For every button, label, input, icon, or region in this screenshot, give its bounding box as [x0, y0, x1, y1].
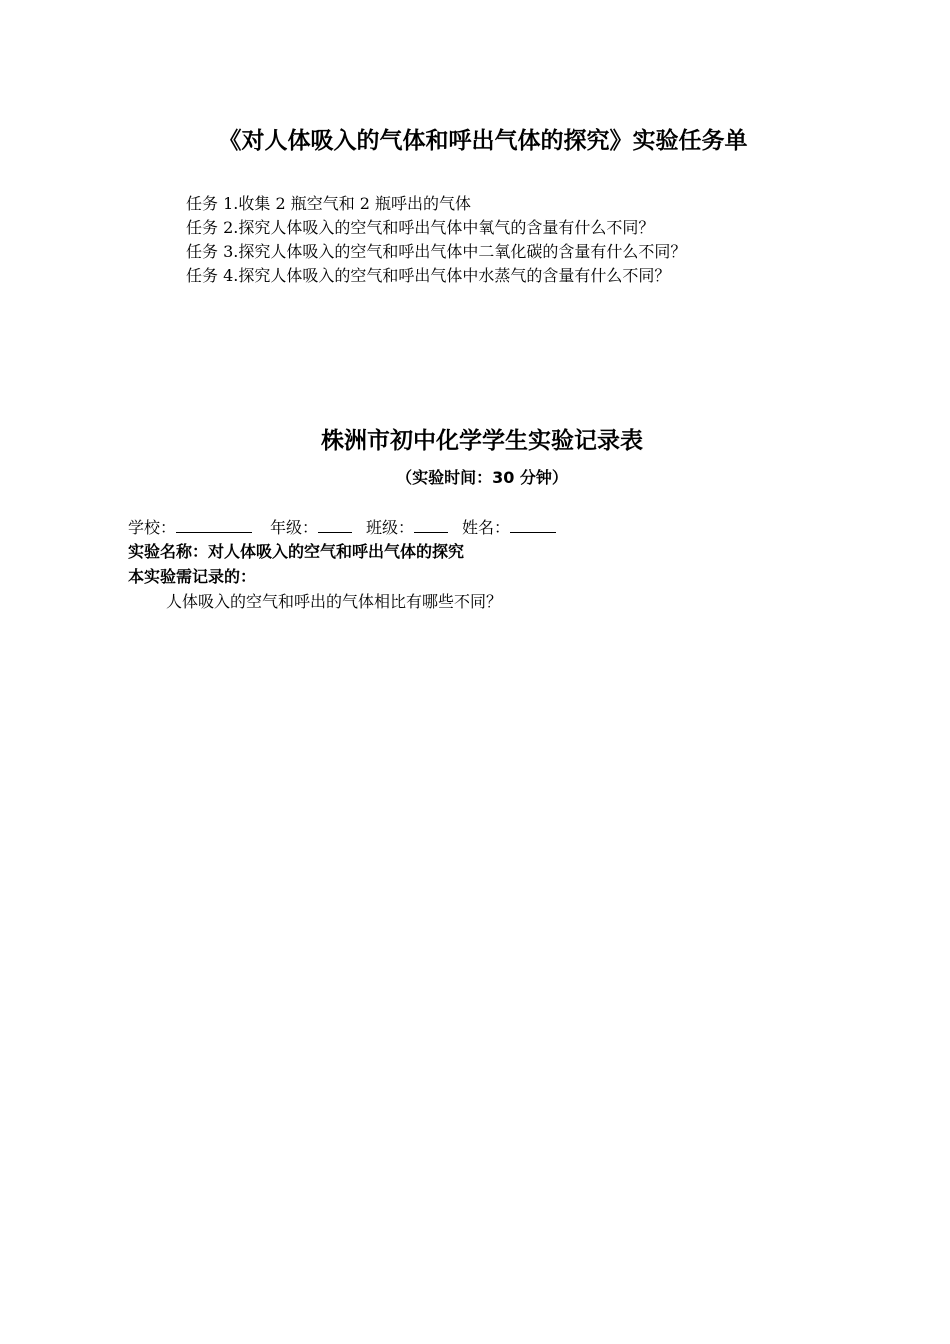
record-label: 本实验需记录的： — [128, 567, 257, 586]
task-item: 任务 2.探究人体吸入的空气和呼出气体中氧气的含量有什么不同？ — [186, 218, 655, 237]
task-sheet-title: 《对人体吸入的气体和呼出气体的探究》实验任务单 — [218, 128, 748, 154]
class-label: 班级： — [366, 518, 415, 537]
school-blank[interactable] — [176, 516, 252, 533]
student-info-row — [128, 516, 556, 540]
school-label: 学校： — [128, 518, 177, 537]
task-item: 任务 4.探究人体吸入的空气和呼出气体中水蒸气的含量有什么不同？ — [186, 266, 671, 285]
experiment-name: 实验名称：对人体吸入的空气和呼出气体的探究 — [128, 542, 465, 561]
grade-blank[interactable] — [318, 516, 352, 533]
record-sheet-title: 株洲市初中化学学生实验记录表 — [321, 428, 643, 454]
task-list — [186, 192, 686, 288]
task-item: 任务 3.探究人体吸入的空气和呼出气体中二氧化碳的含量有什么不同？ — [186, 242, 687, 261]
grade-label: 年级： — [270, 518, 319, 537]
name-label: 姓名： — [462, 518, 511, 537]
task-item: 任务 1.收集 2 瓶空气和 2 瓶呼出的气体 — [186, 194, 472, 213]
record-question: 人体吸入的空气和呼出的气体相比有哪些不同？ — [166, 592, 503, 611]
class-blank[interactable] — [414, 516, 448, 533]
name-blank[interactable] — [510, 516, 556, 533]
record-sheet-subtitle: （实验时间：30 分钟） — [396, 468, 568, 487]
